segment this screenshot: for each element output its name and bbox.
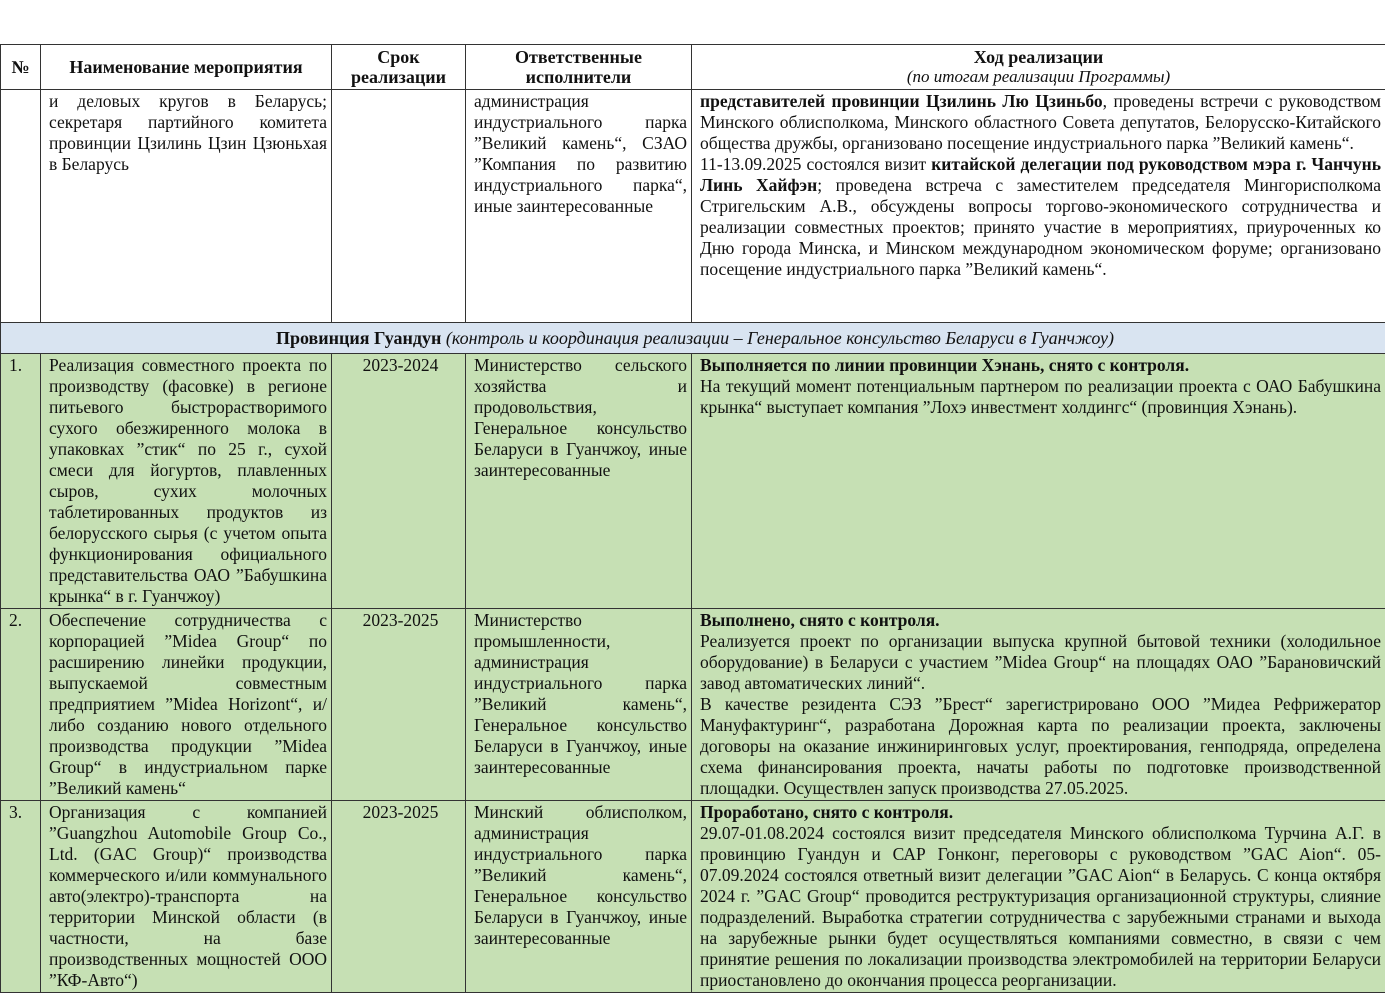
progress-paragraph: В качестве резидента СЭЗ ”Брест“ зарегистрировано ООО ”Мидеа Рефрижератор Мануфактуринг“, разработана Дорожная карта по реализации проекта, заключены договоры на оказание инжиниринговых услуг, проектирования, генподряда, определена схема финансирования проекта, начаты работы по подготовке производственной площадки. Осуществлен запуск производства 27.05.2025. [700, 694, 1381, 798]
table-row [1, 354, 1385, 609]
cell-name: Организация с компанией ”Guangzhou Automobile Group Co., Ltd. (GAC Group)“ производства коммерческого и/или коммунального авто(электро)-транспорта на территории Минской области (в частности, на базе производственных мощностей ООО ”КФ-Авто“) [41, 801, 332, 993]
cell-progress [692, 354, 1385, 609]
status-label: Выполнено, снято с контроля. [700, 610, 940, 630]
status-label: Проработано, снято с контроля. [700, 802, 954, 822]
program-table [0, 44, 1385, 993]
cell-resp: Министерство сельского хозяйства и продовольствия, Генеральное консульство Беларуси в Гуанчжоу, иные заинтересованные [466, 354, 692, 609]
text: , проведены встречи с руководством Минского облисполкома, Минского областного Совета депутатов, Белорусско-Китайского общества дружбы, организовано посещение индустриального парка ”Великий камень“. [700, 91, 1382, 153]
table-row [1, 801, 1385, 993]
cell-num [1, 90, 41, 323]
table-row [1, 609, 1385, 801]
bold-text: китайской делегации под руководством мэра г. Чанчунь Линь Хайфэн [700, 154, 1381, 195]
section-title [1, 323, 1385, 354]
progress-paragraph [700, 154, 1381, 280]
cell-name: Обеспечение сотрудничества с корпорацией ”Midea Group“ по расширению линейки продукции, выпускаемой совместным предприятием ”Midea Horizont“, и/либо созданию нового отдельного производства продукции ”Midea Group“ в индустриальном парке ”Великий камень“ [41, 609, 332, 801]
cell-num: 3. [1, 801, 41, 993]
header-num: № [1, 45, 41, 90]
cell-name: и деловых кругов в Беларусь; секретаря партийного комитета провинции Цзилинь Цзин Цзюньхая в Беларусь [41, 90, 332, 323]
bold-text: представителей провинции Цзилинь Лю Цзиньбо [700, 91, 1103, 111]
header-name: Наименование мероприятия [41, 45, 332, 90]
section-row-guangdong [1, 323, 1385, 354]
table-row-continuation [1, 90, 1385, 323]
cell-num: 2. [1, 609, 41, 801]
progress-paragraph [700, 91, 1381, 154]
header-progress [692, 45, 1385, 90]
cell-term: 2023-2024 [332, 354, 466, 609]
cell-progress [692, 90, 1385, 323]
header-resp: Ответственные исполнители [466, 45, 692, 90]
header-progress-subtitle: (по итогам реализации Программы) [906, 67, 1171, 86]
cell-term: 2023-2025 [332, 609, 466, 801]
cell-progress [692, 609, 1385, 801]
cell-name: Реализация совместного проекта по производству (фасовке) в регионе питьевого быстрорастворимого сухого обезжиренного молока в упаковках ”стик“ по 25 г., сухой смеси для йогуртов, плавленных сыров, сухих молочных таблетированных продуктов из белорусского сырья (с учетом опыта функционирования официального представительства ОАО ”Бабушкина крынка“ в г. Гуанчжоу) [41, 354, 332, 609]
progress-paragraph: Реализуется проект по организации выпуска крупной бытовой техники (холодильное оборудование) в Беларуси с участием ”Midea Group“ на площадях ОАО ”Барановичский завод автоматических линий“. [700, 631, 1381, 693]
header-progress-title: Ход реализации [973, 47, 1104, 67]
cell-resp: администрация индустриального парка ”Великий камень“, СЗАО ”Компания по развитию индустриального парка“, иные заинтересованные [466, 90, 692, 323]
section-italic: (контроль и координация реализации – Генеральное консульство Беларуси в Гуанчжоу) [441, 327, 1115, 348]
text: 11-13.09.2025 состоялся визит [700, 154, 932, 174]
progress-paragraph: 29.07-01.08.2024 состоялся визит председателя Минского облисполкома Турчина А.Г. в провинцию Гуандун и САР Гонконг, переговоры с руководством ”GAC Aion“. 05-07.09.2024 состоялся ответный визит делегации ”GAC Aion“ в Беларусь. С конца октября 2024 г. ”GAC Group“ проводится реструктуризация организационной структуры, слияние подразделений. Выработка стратегии сотрудничества с зарубежными странами и выхода на зарубежные рынки будет осуществляться компаниями совместно, в связи с чем принятие решения по локализации производства электромобилей на территории Беларуси приостановлено до окончания процесса реорганизации. [700, 823, 1381, 990]
cell-resp: Министерство промышленности, администрация индустриального парка ”Великий камень“, Генеральное консульство Беларуси в Гуанчжоу, иные заинтересованные [466, 609, 692, 801]
header-term: Срок реализации [332, 45, 466, 90]
status-label: Выполняется по линии провинции Хэнань, снято с контроля. [700, 355, 1190, 375]
cell-progress [692, 801, 1385, 993]
cell-resp: Минский облисполком, администрация индустриального парка ”Великий камень“, Генеральное консульство Беларуси в Гуанчжоу, иные заинтересованные [466, 801, 692, 993]
cell-term: 2023-2025 [332, 801, 466, 993]
text: ; проведена встреча с заместителем председателя Мингорисполкома Стригельским А.В., обсуждены вопросы торгово-экономического сотрудничества и реализации совместных проектов; принято участие в мероприятиях, приуроченных ко Дню города Минска, и Минском международном экономическом форуме; организовано посещение индустриального парка ”Великий камень“. [700, 175, 1381, 279]
section-bold: Провинция Гуандун [275, 327, 442, 348]
header-row [1, 45, 1385, 90]
progress-paragraph: На текущий момент потенциальным партнером по реализации проекта с ОАО Бабушкина крынка“ выступает компания ”Лохэ инвестмент холдингс“ (провинция Хэнань). [700, 376, 1381, 417]
cell-num: 1. [1, 354, 41, 609]
cell-term [332, 90, 466, 323]
